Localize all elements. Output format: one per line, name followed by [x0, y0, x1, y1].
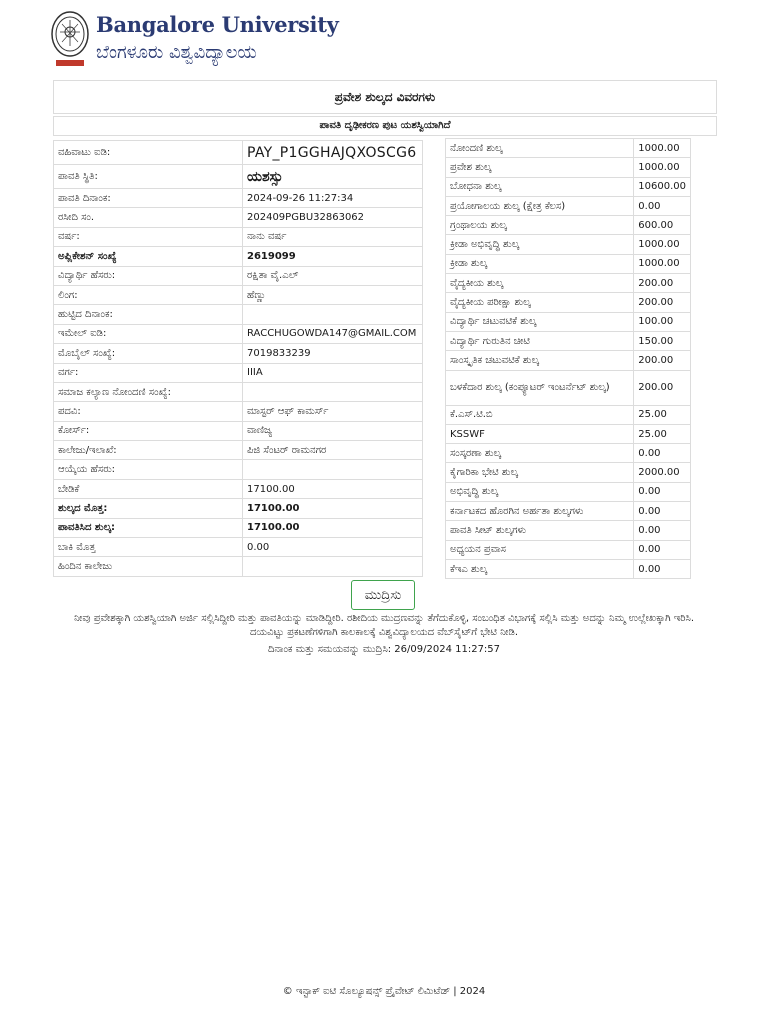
fee-row — [446, 463, 691, 482]
fee-value: 0.00 — [634, 502, 691, 521]
detail-value: ಪಿಜಿ ಸೆಂಟರ್ ರಾಮನಗರ — [243, 441, 423, 460]
fee-value: 1000.00 — [634, 254, 691, 273]
fee-label: ವೈದ್ಯಕೀಯ ಪರೀಕ್ಷಾ ಶುಲ್ಕ — [446, 293, 634, 312]
print-timestamp: ದಿನಾಂಕ ಮತ್ತು ಸಮಯವನ್ನು ಮುದ್ರಿಸಿ: 26/09/2024 11:27:57 — [267, 644, 501, 655]
detail-value: RACCHUGOWDA147@GMAIL.COM — [243, 324, 423, 343]
detail-label: ಪಾವತಿ ಸ್ಥಿತಿ: — [54, 165, 243, 189]
detail-row — [54, 189, 423, 208]
page-title: ಪ್ರವೇಶ ಶುಲ್ಕದ ವಿವರಗಳು — [53, 80, 717, 114]
detail-label: ರಸೀದಿ ಸಂ. — [54, 208, 243, 227]
detail-label: ಪಾವತಿ ದಿನಾಂಕ: — [54, 189, 243, 208]
fee-value: 0.00 — [634, 196, 691, 215]
detail-value: ಹೆಣ್ಣು — [243, 285, 423, 304]
detail-row — [54, 402, 423, 421]
fee-row — [446, 559, 691, 578]
fee-label: ಬೋಧನಾ ಶುಲ್ಕ — [446, 177, 634, 196]
detail-value: ರಕ್ಷಿತಾ ವೈ.ಎಲ್ — [243, 266, 423, 285]
detail-label: ವರ್ಗ: — [54, 363, 243, 382]
detail-value: PAY_P1GGHAJQXOSCG6 — [243, 141, 423, 165]
print-button[interactable]: ಮುದ್ರಿಸು — [351, 580, 415, 610]
detail-label: ಬೇಡಿಕೆ — [54, 479, 243, 498]
fee-value: 200.00 — [634, 351, 691, 370]
detail-row — [54, 266, 423, 285]
detail-row — [54, 518, 423, 537]
detail-label: ಇಮೇಲ್ ಐಡಿ: — [54, 324, 243, 343]
fee-label: ಸಾಂಸ್ಕೃತಿಕ ಚಟುವಟಿಕೆ ಶುಲ್ಕ — [446, 351, 634, 370]
detail-row — [54, 538, 423, 557]
detail-row — [54, 382, 423, 401]
page-subtitle: ಪಾವತಿ ದೃಢೀಕರಣ ಪುಟ ಯಶಸ್ವಿಯಾಗಿದೆ — [53, 116, 717, 136]
detail-label: ವರ್ಷ: — [54, 227, 243, 246]
fee-value: 0.00 — [634, 521, 691, 540]
detail-label: ವಿದ್ಯಾರ್ಥಿ ಹೆಸರು: — [54, 266, 243, 285]
fee-value: 2000.00 — [634, 463, 691, 482]
fee-row — [446, 444, 691, 463]
fee-value: 150.00 — [634, 331, 691, 350]
detail-value: 7019833239 — [243, 344, 423, 363]
detail-value: IIIA — [243, 363, 423, 382]
fee-row — [446, 482, 691, 501]
fee-row — [446, 502, 691, 521]
detail-label: ಹಿಂದಿನ ಕಾಲೇಜು — [54, 557, 243, 576]
detail-label: ಬಾಕಿ ಮೊತ್ತ — [54, 538, 243, 557]
detail-row — [54, 324, 423, 343]
detail-row — [54, 208, 423, 227]
detail-label: ಕೋರ್ಸ್: — [54, 421, 243, 440]
detail-label: ಕಾಲೇಜು/ಇಲಾಖೆ: — [54, 441, 243, 460]
detail-value: 2619099 — [243, 247, 423, 266]
university-emblem-icon — [50, 8, 90, 70]
fee-row — [446, 312, 691, 331]
detail-row — [54, 141, 423, 165]
detail-row — [54, 421, 423, 440]
detail-row — [54, 285, 423, 304]
fee-row — [446, 196, 691, 215]
fee-label: ಕೆಇಎ ಶುಲ್ಕ — [446, 559, 634, 578]
fee-row — [446, 177, 691, 196]
fee-row — [446, 405, 691, 424]
detail-value: 2024-09-26 11:27:34 — [243, 189, 423, 208]
detail-value: 17100.00 — [243, 479, 423, 498]
fee-row — [446, 158, 691, 177]
university-name-english: Bangalore University — [96, 12, 339, 37]
detail-label: ವಹಿವಾಟು ಐಡಿ: — [54, 141, 243, 165]
fee-label: ಕ್ರೀಡಾ ಶುಲ್ಕ — [446, 254, 634, 273]
fee-value: 0.00 — [634, 540, 691, 559]
fee-value: 0.00 — [634, 482, 691, 501]
fee-label: ಅಭಿವೃದ್ಧಿ ಶುಲ್ಕ — [446, 482, 634, 501]
fee-label: ಗ್ರಂಥಾಲಯ ಶುಲ್ಕ — [446, 216, 634, 235]
fee-row — [446, 370, 691, 405]
fee-value: 25.00 — [634, 405, 691, 424]
fee-label: ಸಂಸ್ಕರಣಾ ಶುಲ್ಕ — [446, 444, 634, 463]
fee-value: 200.00 — [634, 293, 691, 312]
fee-value: 0.00 — [634, 559, 691, 578]
detail-value: 202409PGBU32863062 — [243, 208, 423, 227]
fee-row — [446, 540, 691, 559]
fee-value: 200.00 — [634, 274, 691, 293]
payment-details-table — [53, 140, 423, 577]
fee-value: 1000.00 — [634, 158, 691, 177]
detail-value — [243, 460, 423, 479]
fee-label: ಬಳಕೆದಾರ ಶುಲ್ಕ (ಕಂಪ್ಯೂಟರ್ ಇಂಟರ್ನೆಟ್ ಶುಲ್ಕ) — [446, 370, 634, 405]
detail-row — [54, 460, 423, 479]
fee-row — [446, 235, 691, 254]
detail-value: ಮಾಸ್ಟರ್ ಆಫ್ ಕಾಮರ್ಸ್ — [243, 402, 423, 421]
footer-copyright: © ಇನ್ಟಾಕ್ ಐಟಿ ಸೊಲ್ಯೂಷನ್ಸ್ ಪ್ರೈವೇಟ್ ಲಿಮಿಟೆಡ್ | 2024 — [282, 986, 486, 997]
fee-label: ಕೈಗಾರಿಕಾ ಭೇಟಿ ಶುಲ್ಕ — [446, 463, 634, 482]
fee-value: 1000.00 — [634, 235, 691, 254]
detail-row — [54, 227, 423, 246]
fee-value: 600.00 — [634, 216, 691, 235]
detail-value: 17100.00 — [243, 499, 423, 518]
fee-value: 1000.00 — [634, 139, 691, 158]
fee-row — [446, 139, 691, 158]
detail-row — [54, 363, 423, 382]
detail-row — [54, 557, 423, 576]
fee-label: ಕ್ರೀಡಾ ಅಭಿವೃದ್ಧಿ ಶುಲ್ಕ — [446, 235, 634, 254]
detail-value: ವಾಣಿಜ್ಯ — [243, 421, 423, 440]
detail-row — [54, 479, 423, 498]
fee-row — [446, 521, 691, 540]
detail-label: ಹುಟ್ಟಿದ ದಿನಾಂಕ: — [54, 305, 243, 324]
detail-value: ಯಶಸ್ಸು — [243, 165, 423, 189]
detail-label: ಪದವಿ: — [54, 402, 243, 421]
university-name-kannada: ಬೆಂಗಳೂರು ವಿಶ್ವವಿದ್ಯಾಲಯ — [96, 42, 257, 63]
detail-label: ಆಯ್ಕೆಯ ಹೆಸರು: — [54, 460, 243, 479]
fee-label: ಕೆ.ಎಸ್.ಟಿ.ಬಿ — [446, 405, 634, 424]
fee-label: ಪಾವತಿ ಸೀಟ್ ಶುಲ್ಕಗಳು — [446, 521, 634, 540]
fee-row — [446, 331, 691, 350]
detail-row — [54, 305, 423, 324]
detail-row — [54, 247, 423, 266]
detail-value — [243, 557, 423, 576]
fee-value: 100.00 — [634, 312, 691, 331]
fee-label: ವೈದ್ಯಕೀಯ ಶುಲ್ಕ — [446, 274, 634, 293]
fee-label: KSSWF — [446, 424, 634, 443]
detail-value — [243, 305, 423, 324]
fee-label: ವಿದ್ಯಾರ್ಥಿ ಗುರುತಿನ ಚೀಟಿ — [446, 331, 634, 350]
fee-value: 10600.00 — [634, 177, 691, 196]
fee-label: ನೋಂದಣಿ ಶುಲ್ಕ — [446, 139, 634, 158]
fee-row — [446, 216, 691, 235]
detail-row — [54, 499, 423, 518]
fee-label: ಕರ್ನಾಟಕದ ಹೊರಗಿನ ಅರ್ಹತಾ ಶುಲ್ಕಗಳು — [446, 502, 634, 521]
detail-label: ಅಪ್ಲಿಕೇಶನ್ ಸಂಖ್ಯೆ — [54, 247, 243, 266]
detail-label: ಪಾವತಿಸಿದ ಶುಲ್ಕ: — [54, 518, 243, 537]
fee-value: 25.00 — [634, 424, 691, 443]
fee-row — [446, 293, 691, 312]
detail-row — [54, 344, 423, 363]
detail-value: 17100.00 — [243, 518, 423, 537]
fee-label: ಪ್ರವೇಶ ಶುಲ್ಕ — [446, 158, 634, 177]
fee-value: 200.00 — [634, 370, 691, 405]
notice-text: ನೀವು ಪ್ರವೇಶಕ್ಕಾಗಿ ಯಶಸ್ವಿಯಾಗಿ ಅರ್ಜಿ ಸಲ್ಲಿಸಿದ್ದೀರಿ ಮತ್ತು ಪಾವತಿಯನ್ನು ಮಾಡಿದ್ದೀರಿ. ರಶೀದಿಯ ಮುದ್ರಣವನ್ನು ತೆಗೆದುಕೊಳ್ಳಿ, ಸಂಬಂಧಿತ ವಿಭಾಗಕ್ಕೆ ಸಲ್ಲಿಸಿ ಮತ್ತು ಅದನ್ನು ನಿಮ್ಮ ಉಲ್ಲೇಖಕ್ಕಾಗಿ ಇರಿಸಿ. ದಯವಿಟ್ಟು ಪ್ರಕಟಣೆಗಳಿಗಾಗಿ ಕಾಲಕಾಲಕ್ಕೆ ವಿಶ್ವವಿದ್ಯಾಲಯದ ವೆಬ್‌ಸೈಟ್‌ಗೆ ಭೇಟಿ ನೀಡಿ. — [73, 613, 695, 638]
detail-value: ನಾನು ವರ್ಷ — [243, 227, 423, 246]
detail-label: ಶುಲ್ಕದ ಮೊತ್ತ: — [54, 499, 243, 518]
detail-row — [54, 441, 423, 460]
fee-label: ಪ್ರಯೋಗಾಲಯ ಶುಲ್ಕ (ಕ್ಷೇತ್ರ ಕೆಲಸ) — [446, 196, 634, 215]
fee-label: ಅಧ್ಯಯನ ಪ್ರವಾಸ — [446, 540, 634, 559]
header — [50, 4, 450, 74]
fee-row — [446, 254, 691, 273]
fee-row — [446, 424, 691, 443]
fee-row — [446, 274, 691, 293]
detail-label: ಲಿಂಗ: — [54, 285, 243, 304]
detail-label: ಮೊಬೈಲ್ ಸಂಖ್ಯೆ: — [54, 344, 243, 363]
detail-row — [54, 165, 423, 189]
fee-breakdown-table — [445, 138, 691, 579]
fee-label: ವಿದ್ಯಾರ್ಥಿ ಚಟುವಟಿಕೆ ಶುಲ್ಕ — [446, 312, 634, 331]
detail-label: ಸಮಾಜ ಕಲ್ಯಾಣ ನೋಂದಣಿ ಸಂಖ್ಯೆ: — [54, 382, 243, 401]
fee-row — [446, 351, 691, 370]
detail-value: 0.00 — [243, 538, 423, 557]
fee-value: 0.00 — [634, 444, 691, 463]
detail-value — [243, 382, 423, 401]
